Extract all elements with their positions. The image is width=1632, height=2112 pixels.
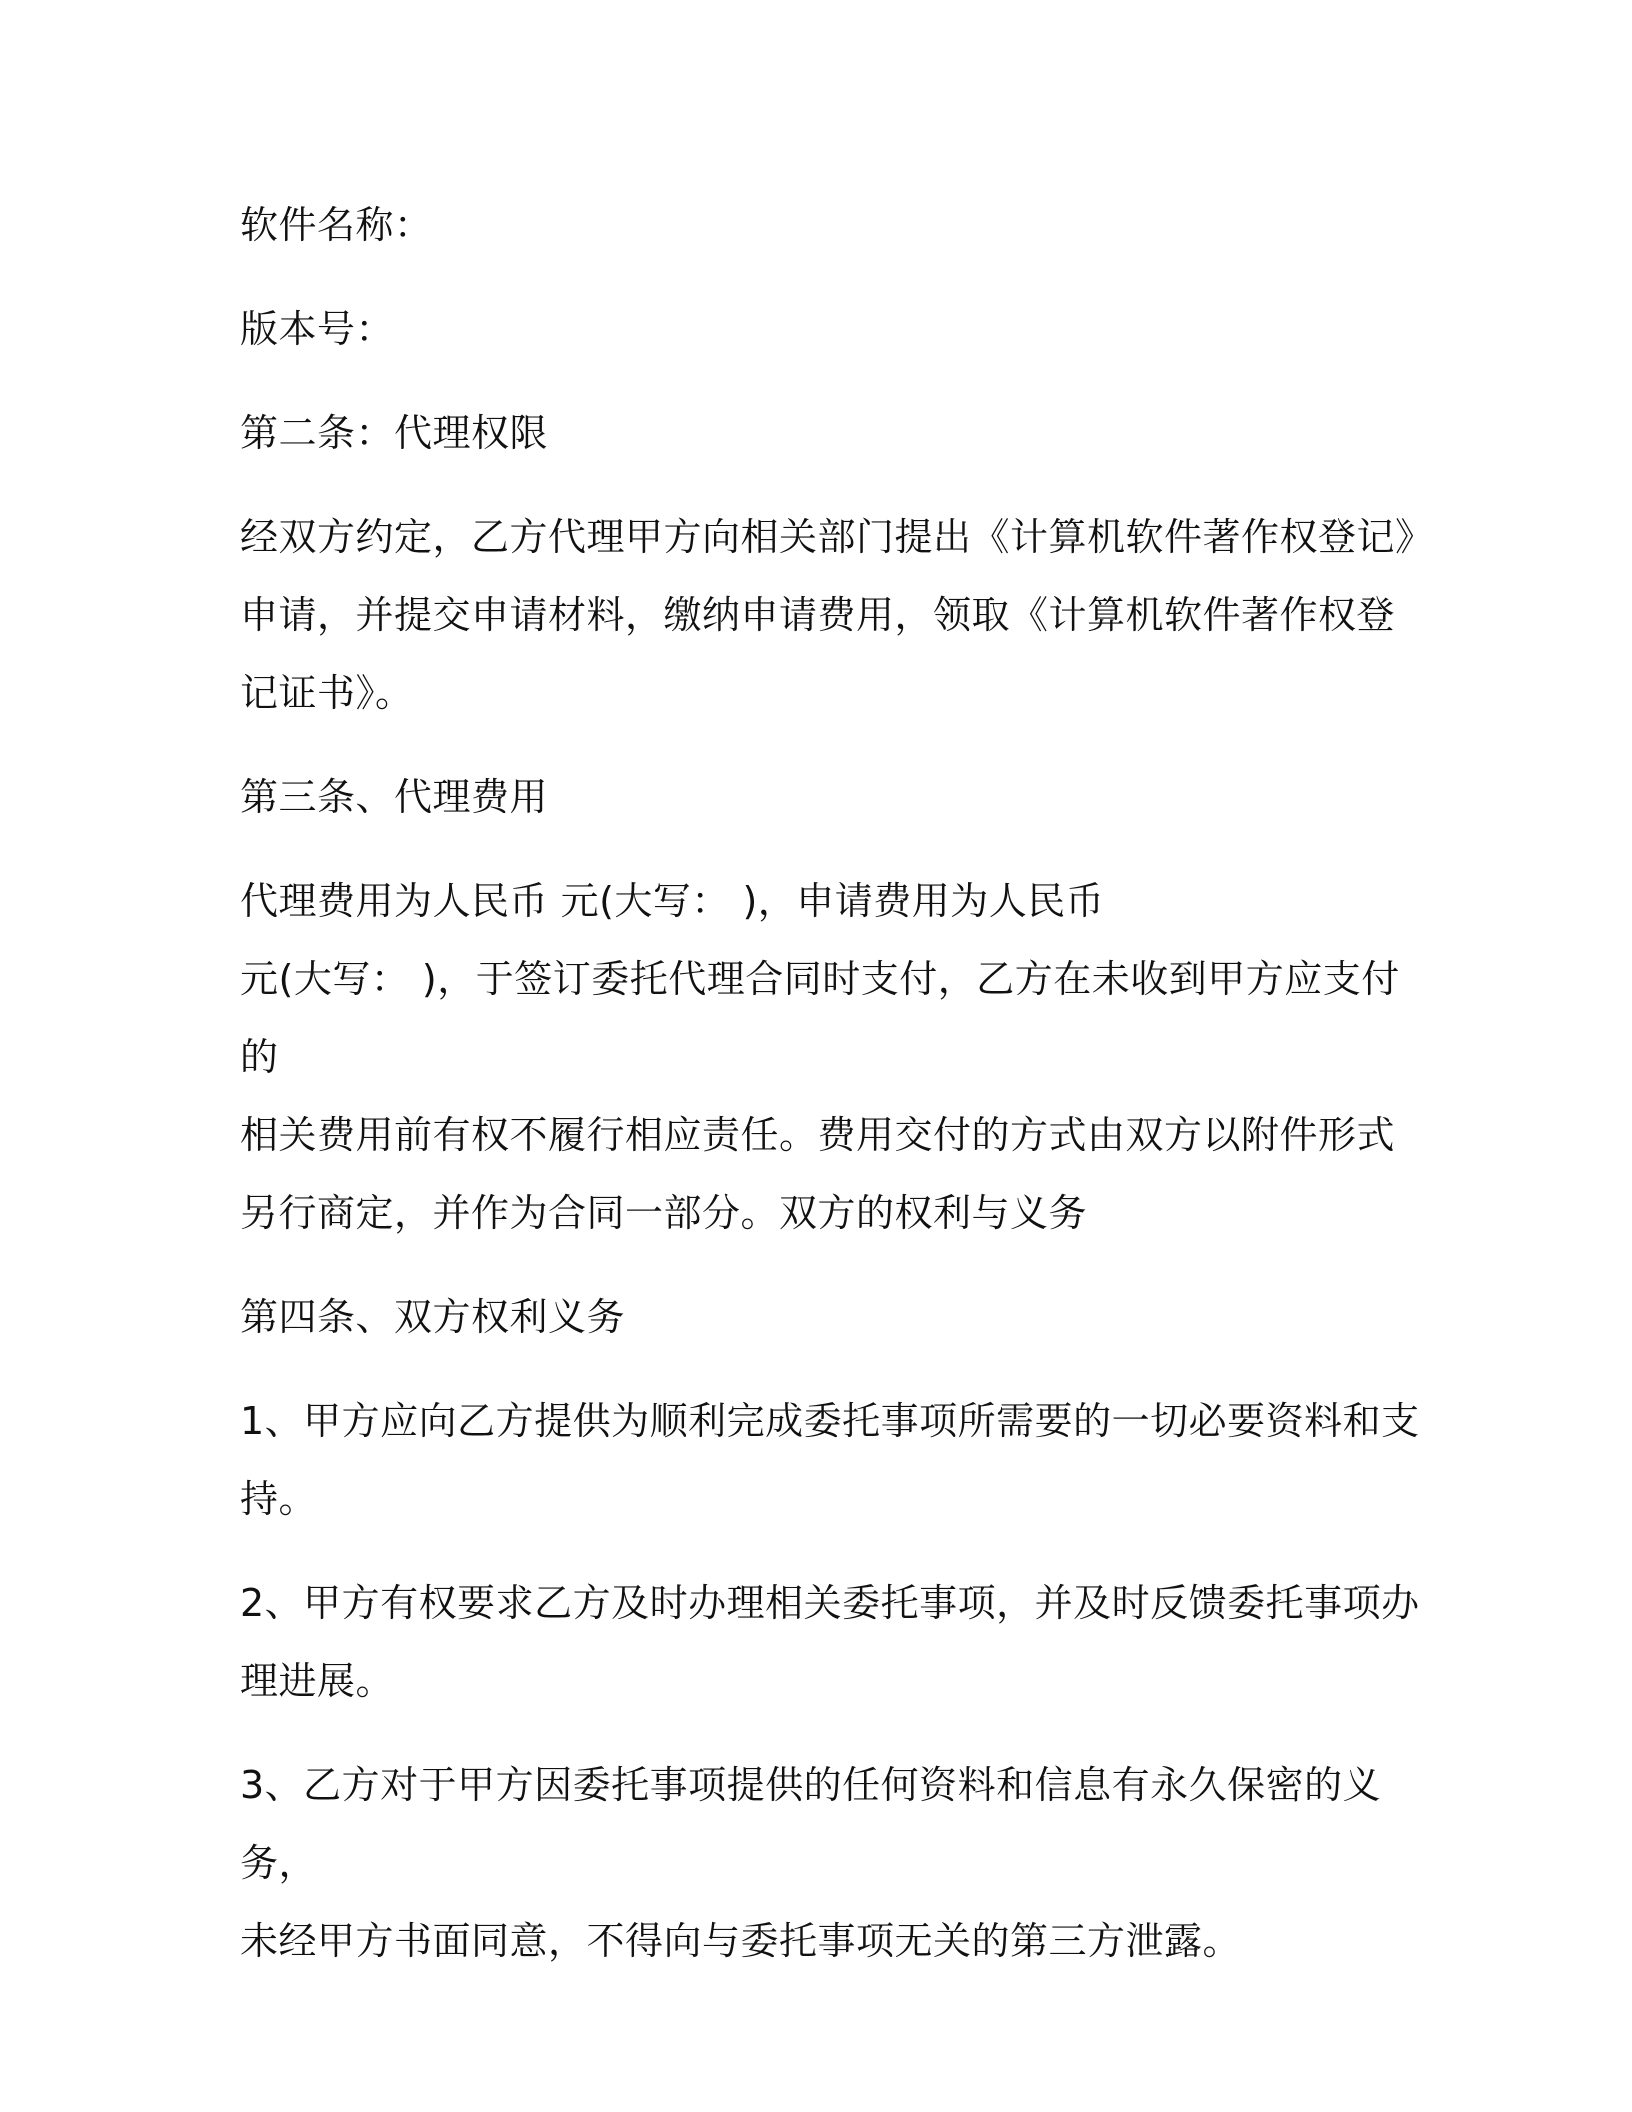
item3-line: 未经甲方书面同意，不得向与委托事项无关的第三方泄露。	[240, 1919, 1242, 1963]
article3-line: 代理费用为人民币 元(大写： )，申请费用为人民币	[240, 879, 1105, 923]
item1-line: 持。	[240, 1477, 318, 1521]
article2-line: 经双方约定，乙方代理甲方向相关部门提出《计算机软件著作权登记》	[240, 515, 1434, 559]
spacer	[240, 732, 1420, 758]
article2-title: 第二条：代理权限	[240, 411, 549, 455]
item1-line: 1、甲方应向乙方提供为顺利完成委托事项所需要的一切必要资料和支	[240, 1399, 1420, 1443]
article2-line: 申请，并提交申请材料，缴纳申请费用，领取《计算机软件著作权登	[240, 593, 1396, 637]
article2-line: 记证书》。	[240, 671, 414, 715]
spacer	[240, 1538, 1420, 1564]
spacer	[240, 836, 1420, 862]
version-label: 版本号：	[240, 307, 395, 351]
article3-line: 元(大写： )，于签订委托代理合同时支付，乙方在未收到甲方应支付的	[240, 957, 1400, 1079]
spacer	[240, 1252, 1420, 1278]
spacer	[240, 264, 1420, 290]
article3-line: 相关费用前有权不履行相应责任。费用交付的方式由双方以附件形式	[240, 1113, 1396, 1157]
article3-paragraph	[240, 862, 1420, 1252]
spacer	[240, 1720, 1420, 1746]
article4-title: 第四条、双方权利义务	[240, 1295, 626, 1339]
list-item	[240, 1382, 1420, 1538]
software-name-label: 软件名称：	[240, 203, 433, 247]
list-item	[240, 1746, 1420, 1980]
spacer	[240, 1356, 1420, 1382]
spacer	[240, 368, 1420, 394]
item2-line: 2、甲方有权要求乙方及时办理相关委托事项，并及时反馈委托事项办	[240, 1581, 1420, 1625]
article3-title: 第三条、代理费用	[240, 775, 549, 819]
list-item	[240, 1564, 1420, 1720]
article3-line: 另行商定，并作为合同一部分。双方的权利与义务	[240, 1191, 1088, 1235]
item2-line: 理进展。	[240, 1659, 395, 1703]
spacer	[240, 472, 1420, 498]
item3-line: 3、乙方对于甲方因委托事项提供的任何资料和信息有永久保密的义务，	[240, 1763, 1382, 1885]
document-body	[240, 186, 1434, 1980]
article2-paragraph	[240, 498, 1434, 732]
